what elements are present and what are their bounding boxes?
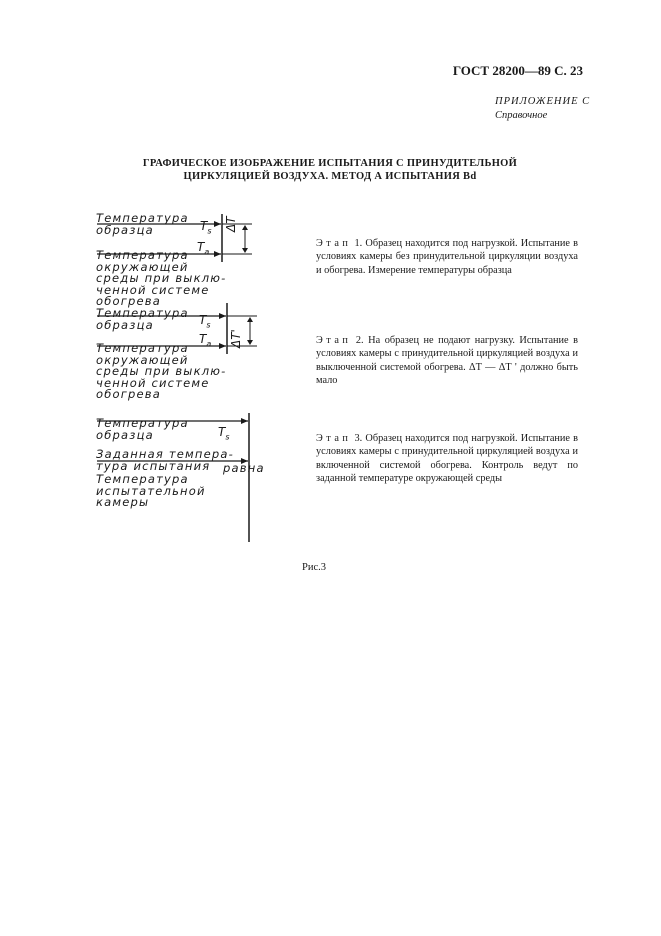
diagram-1-ts-symbol: $T_s$ — [200, 219, 212, 236]
diagram-3-sample-temp-label: Температура образца — [96, 416, 189, 442]
diagram-1-delta-t-label: ΔT — [224, 216, 238, 232]
stage-2-description — [316, 334, 578, 387]
diagram-3-chamber-temp-label: Температура испытательной камеры — [96, 472, 206, 509]
diagram-2-delta-t-prime-label: ΔT' — [229, 329, 243, 348]
stage-3-description — [316, 432, 578, 485]
stage-2-text: На образец не подают нагрузку. Испытание в условиях камеры с принудительной циркуляцией воздуха и выключенной системой обогрева. ΔT — ΔT ' должно быть мало — [316, 335, 579, 386]
diagram-1-sample-temp-label: Температура образца — [96, 211, 189, 237]
appendix-label: ПРИЛОЖЕНИЕ С — [495, 96, 591, 107]
diagram-2-sample-temp-label: Температура образца — [96, 306, 189, 332]
diagram-2-ambient-temp-label: Температура окружающей среды при выклю- ченной системе обогрева — [96, 341, 227, 401]
stage-3-number: 3. — [354, 433, 363, 444]
stage-1-label: Этап — [316, 238, 352, 249]
diagram-3-equals-label: равна — [223, 461, 265, 475]
diagram-2-ta-symbol: $T_a$ — [199, 332, 212, 349]
stage-1-number: 1. — [354, 238, 363, 249]
stage-3-text: Образец находится под нагрузкой. Испытание в условиях камеры с принудительной циркуляцией воздуха и включенной системой обогрева. Контроль ведут по заданной температуре окружающей среды — [316, 433, 579, 484]
figure-caption: Рис.3 — [302, 562, 326, 573]
appendix-type: Справочное — [495, 110, 548, 121]
standard-header: ГОСТ 28200—89 С. 23 — [452, 63, 583, 78]
stage-1-text: Образец находится под нагрузкой. Испытание в условиях камеры без принудительной циркуляции воздуха и обогрева. Измерение температуры образца — [316, 238, 579, 276]
diagram-1-ambient-temp-label: Температура окружающей среды при выклю- ченной системе обогрева — [96, 248, 227, 308]
stage-2-number: 2. — [355, 335, 364, 346]
stage-2-label: Этап — [316, 335, 352, 346]
stage-3-label: Этап — [316, 433, 352, 444]
diagram-3-ts-symbol: $T_s$ — [218, 425, 230, 442]
title-line-2: ЦИРКУЛЯЦИЕЙ ВОЗДУХА. МЕТОД А ИСПЫТАНИЯ Bd — [183, 171, 477, 182]
stage-1-description — [316, 237, 578, 277]
diagram-3-set-temp-label: Заданная темпера- тура испытания — [96, 447, 235, 473]
diagram-1-ta-symbol: $T_a$ — [197, 240, 210, 257]
title-line-1: ГРАФИЧЕСКОЕ ИЗОБРАЖЕНИЕ ИСПЫТАНИЯ С ПРИНУДИТЕЛЬНОЙ — [142, 158, 518, 169]
diagram-2-ts-symbol: $T_s$ — [199, 313, 211, 330]
